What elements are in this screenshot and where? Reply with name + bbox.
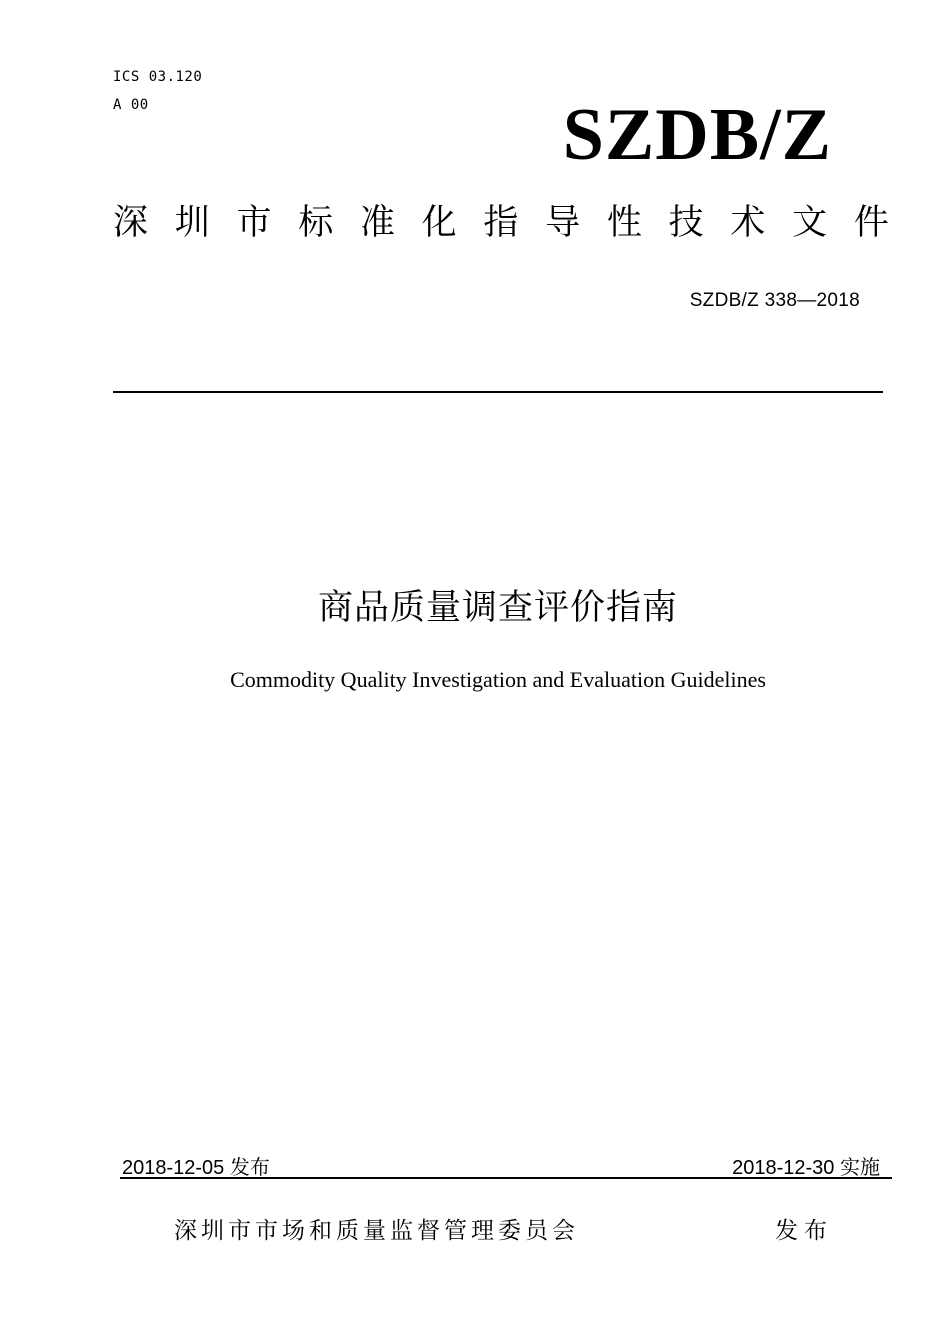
- document-type-char: 化: [421, 203, 457, 243]
- document-type-char: 性: [606, 203, 642, 243]
- footer-divider: [120, 1177, 892, 1179]
- header-divider: [113, 391, 883, 393]
- document-type-char: 深: [113, 203, 149, 243]
- implementation-date: 2018-12-30 实施: [732, 1157, 880, 1179]
- issuing-authority: 深圳市市场和质量监督管理委员会: [174, 1218, 579, 1244]
- document-type-char: 市: [236, 203, 272, 243]
- standard-logo: SZDB/Z: [562, 94, 832, 176]
- document-type-char: 技: [668, 203, 704, 243]
- document-type-char: 指: [483, 203, 519, 243]
- ics-code: ICS 03.120: [113, 69, 203, 85]
- document-type-char: 术: [730, 203, 766, 243]
- issue-date: 2018-12-05 发布: [122, 1157, 270, 1179]
- document-type-char: 准: [359, 203, 395, 243]
- document-type-char: 文: [792, 203, 828, 243]
- title-english: Commodity Quality Investigation and Evaluation Guidelines: [230, 667, 766, 692]
- document-type-char: 件: [853, 203, 889, 243]
- document-type-char: 标: [298, 203, 334, 243]
- document-type-char: 圳: [174, 203, 210, 243]
- ccs-code: A 00: [113, 97, 149, 113]
- publish-label: 发布: [775, 1218, 833, 1244]
- title-chinese: 商品质量调查评价指南: [317, 588, 678, 628]
- document-type-char: 导: [545, 203, 581, 243]
- document-type-heading: [113, 204, 889, 243]
- standard-number: SZDB/Z 338—2018: [689, 290, 860, 311]
